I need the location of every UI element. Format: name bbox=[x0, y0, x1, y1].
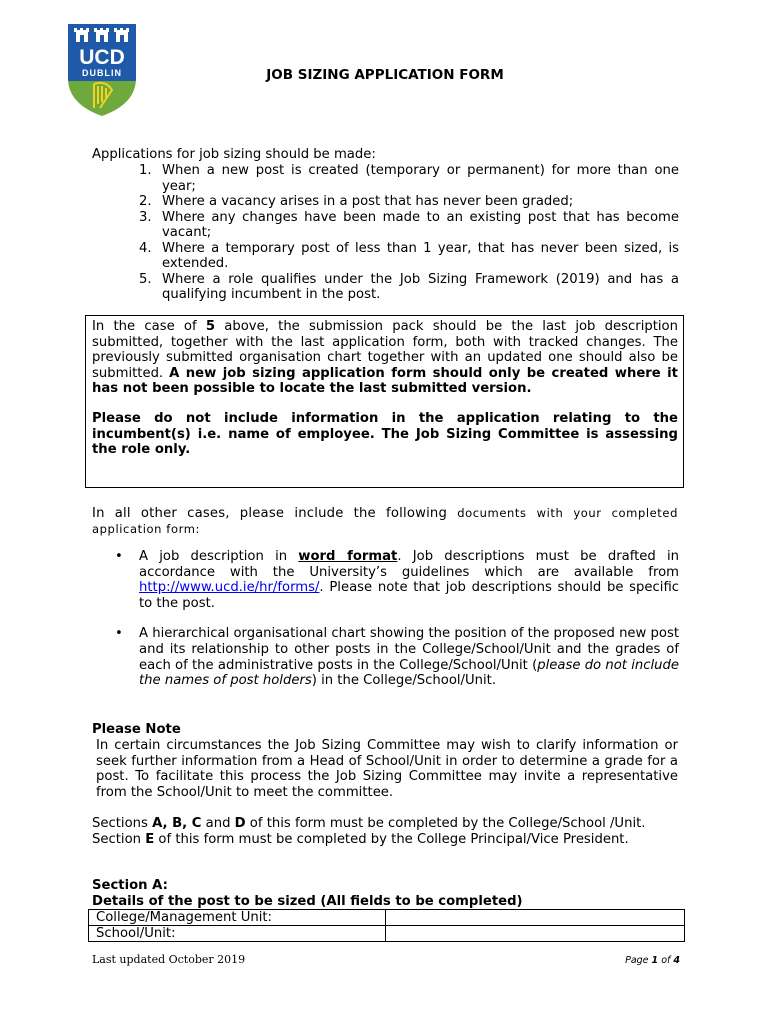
page-text: Page bbox=[625, 955, 652, 966]
please-note-body: In certain circumstances the Job Sizing Committee may wish to clarify information or seek further information from a Head of School/Unit in order to determine a grade for a post. To facilitate this process the Job Sizing Committee may invite a representative from the School/Unit to meet the committee. bbox=[96, 738, 678, 800]
list-item bbox=[139, 194, 679, 210]
list-text bbox=[139, 549, 679, 611]
list-text: Where a temporary post of less than 1 year, that has never been sized, is extended. bbox=[162, 240, 679, 271]
list-text: When a new post is created (temporary or permanent) for more than one year; bbox=[162, 163, 679, 194]
sections-text: Section bbox=[92, 831, 146, 847]
doc-text: ) in the College/School/Unit. bbox=[311, 673, 497, 689]
list-number: 1. bbox=[139, 163, 152, 178]
sections-instructions bbox=[92, 816, 682, 847]
post-details-table bbox=[88, 909, 685, 942]
required-documents-list bbox=[115, 549, 679, 704]
field-input-college[interactable] bbox=[386, 910, 685, 926]
field-input-school[interactable] bbox=[386, 926, 685, 942]
section-a-title: Section A: bbox=[92, 878, 168, 893]
list-item bbox=[139, 272, 679, 303]
field-label-school: School/Unit: bbox=[89, 926, 386, 942]
sections-text-bold: A, B, C bbox=[152, 816, 202, 831]
table-row bbox=[89, 926, 685, 942]
list-item bbox=[115, 549, 679, 611]
list-item bbox=[115, 626, 679, 688]
list-item bbox=[139, 163, 679, 194]
doc-text: A job description in bbox=[139, 549, 299, 564]
other-cases-text bbox=[92, 506, 678, 537]
sections-line-1 bbox=[92, 816, 682, 832]
hr-forms-link[interactable]: http://www.ucd.ie/hr/forms/ bbox=[139, 580, 320, 596]
notice-paragraph-2: Please do not include information in the application relating to the incumbent(s) i.e. name of employee. The Job Sizing Committee is assessing the role only. bbox=[92, 410, 678, 458]
notice-paragraph-1 bbox=[92, 319, 678, 397]
sections-text: of this form must be completed by the College Principal/Vice President. bbox=[154, 831, 629, 847]
please-note-heading: Please Note bbox=[92, 722, 181, 737]
list-number: 2. bbox=[139, 194, 152, 209]
bullet: • bbox=[115, 626, 123, 642]
doc-text: . Job descriptions must be drafted in accordance with the University’s guidelines which are available from bbox=[139, 549, 679, 580]
doc-text-italic: please do not include the names of post holders bbox=[139, 657, 679, 689]
sections-text: Sections bbox=[92, 816, 153, 831]
form-title: JOB SIZING APPLICATION FORM bbox=[266, 67, 504, 83]
sections-text: of this form must be completed by the College/School /Unit. bbox=[245, 816, 646, 831]
list-number: 5. bbox=[139, 271, 152, 287]
list-text: Where a vacancy arises in a post that has never been graded; bbox=[162, 194, 574, 209]
doc-text: . Please note that job descriptions should be specific to the post. bbox=[139, 580, 679, 611]
section-a-heading bbox=[92, 878, 523, 909]
intro-text: Applications for job sizing should be made: bbox=[92, 147, 376, 162]
field-label-college: College/Management Unit: bbox=[89, 910, 386, 926]
list-text: Where any changes have been made to an existing post that has become vacant; bbox=[162, 209, 679, 240]
logo-text-dublin: DUBLIN bbox=[82, 68, 122, 78]
list-text bbox=[139, 626, 679, 688]
notice-box bbox=[85, 315, 684, 488]
job-sizing-conditions-list bbox=[139, 163, 679, 303]
notice-text: In the case of bbox=[92, 319, 206, 334]
logo-text-ucd: UCD bbox=[79, 46, 125, 69]
list-text: Where a role qualifies under the Job Sizing Framework (2019) and has a qualifying incumbent in the post. bbox=[162, 271, 679, 302]
page-current: 1 bbox=[651, 955, 659, 966]
sections-text-bold: E bbox=[145, 831, 155, 847]
doc-text-bold: word format bbox=[298, 549, 398, 564]
table-row bbox=[89, 910, 685, 926]
other-cases-text-b: documents with your completed application form: bbox=[92, 506, 678, 536]
footer-last-updated: Last updated October 2019 bbox=[92, 953, 246, 966]
other-cases-text-a: In all other cases, please include the following bbox=[92, 506, 458, 521]
notice-text: above, the submission pack should be the last job description submitted, together with the last application form, both with tracked changes. The previously submitted organisation chart together with an updated one should also be submitted. bbox=[92, 319, 678, 381]
list-number: 4. bbox=[139, 240, 152, 256]
notice-text-bold: 5 bbox=[205, 319, 216, 334]
footer-page-number bbox=[600, 955, 680, 966]
notice-text-bold: A new job sizing application form should only be created where it has not been possible to locate the last submitted version. bbox=[92, 365, 678, 397]
sections-text: and bbox=[201, 816, 235, 831]
section-a-subtitle: Details of the post to be sized (All fields to be completed) bbox=[92, 893, 523, 909]
list-number: 3. bbox=[139, 209, 152, 225]
bullet: • bbox=[115, 549, 123, 564]
sections-line-2 bbox=[92, 832, 682, 848]
list-item bbox=[139, 210, 679, 241]
list-item bbox=[139, 241, 679, 272]
sections-text-bold: D bbox=[234, 816, 246, 831]
page-total: 4 bbox=[673, 955, 680, 966]
doc-text: A hierarchical organisational chart showing the position of the proposed new post and its relationship to other posts in the College/School/Unit and the grades of each of the administrative posts in the College/School/Unit ( bbox=[139, 626, 679, 673]
page-text: of bbox=[658, 955, 674, 966]
